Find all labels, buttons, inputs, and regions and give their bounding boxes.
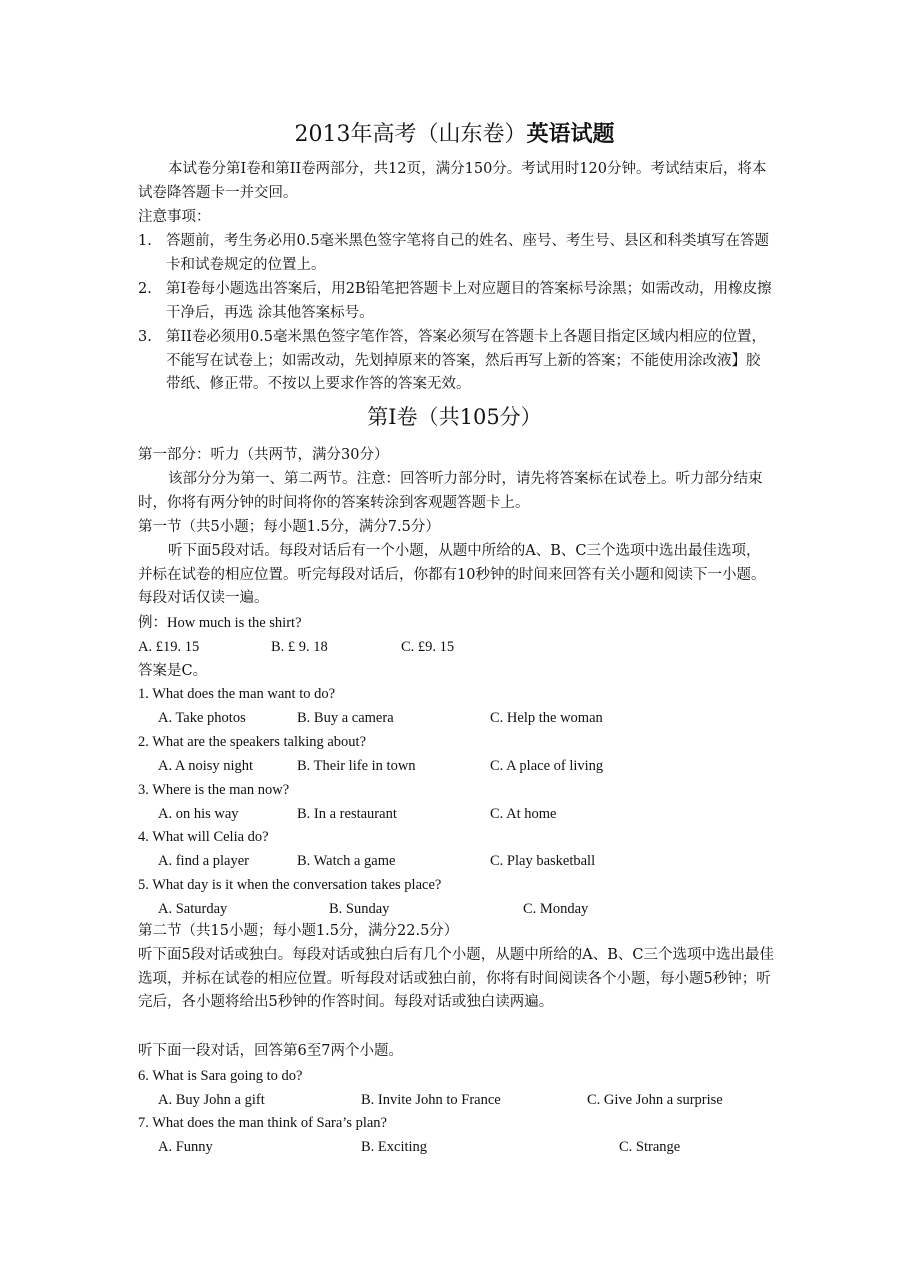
question-7-option-a: A. Funny: [158, 1139, 213, 1155]
section1-heading: 第一节（共5小题；每小题1.5分，满分7.5分）: [138, 519, 440, 535]
question-5: 5. What day is it when the conversation takes place?: [138, 877, 442, 893]
note-text: 答题前，考生务必用0.5毫米黑色签字笔将自己的姓名、座号、考生号、县区和科类填写在答题卡和试卷规定的位置上。: [166, 233, 770, 273]
question-6: 6. What is Sara going to do?: [138, 1068, 303, 1084]
question-2: 2. What are the speakers talking about?: [138, 734, 367, 750]
section2-subheading: 听下面一段对话，回答第6至7两个小题。: [138, 1043, 403, 1059]
note-item-2: [138, 278, 774, 325]
question-5-option-b: B. Sunday: [329, 901, 390, 917]
question-3-option-b: B. In a restaurant: [297, 806, 397, 822]
note-number: 2.: [138, 281, 152, 297]
note-text: 第II卷必须用0.5毫米黑色签字笔作答，答案必须写在答题卡上各题目指定区域内相应的位置，不能写在试卷上；如需改动，先划掉原来的答案，然后再写上新的答案；不能使用涂改液】胶带纸、修正带。不按以上要求作答的答案无效。: [166, 329, 767, 393]
example-question: 例：How much is the shirt?: [138, 615, 302, 631]
question-2-option-a: A. A noisy night: [158, 758, 254, 774]
question-6-option-a: A. Buy John a gift: [158, 1092, 265, 1108]
question-1-option-c: C. Help the woman: [490, 710, 603, 726]
question-3-option-c: C. At home: [490, 806, 557, 822]
question-5-option-a: A. Saturday: [158, 901, 228, 917]
note-item-3: [138, 326, 774, 397]
question-5-option-c: C. Monday: [523, 901, 589, 917]
title-bold: 英语试题: [526, 121, 615, 147]
example-answer: 答案是C。: [138, 663, 208, 679]
question-7-option-b: B. Exciting: [361, 1139, 428, 1155]
note-number: 3.: [138, 329, 152, 345]
part1-heading: 第一部分：听力（共两节，满分30分）: [138, 447, 389, 463]
question-4-option-a: A. find a player: [158, 853, 249, 869]
question-4-option-b: B. Watch a game: [297, 853, 396, 869]
section2-heading: 第二节（共15小题；每小题1.5分，满分22.5分）: [138, 923, 459, 939]
example-option-c: C. £9. 15: [401, 639, 455, 655]
question-7: 7. What does the man think of Sara’s plan?: [138, 1115, 387, 1131]
note-number: 1.: [138, 233, 152, 249]
question-1: 1. What does the man want to do?: [138, 686, 336, 702]
section2-description: 听下面5段对话或独白。每段对话或独白后有几个小题，从题中所给的A、B、C三个选项中选出最佳选项，并标在试卷的相应位置。听每段对话或独白前，你将有时间阅读各个小题，每小题5秒钟；听完后，各小题将给出5秒钟的作答时间。每段对话或独白读两遍。: [138, 947, 774, 1011]
example-option-b: B. £ 9. 18: [271, 639, 328, 655]
question-3: 3. Where is the man now?: [138, 782, 290, 798]
question-6-option-b: B. Invite John to France: [361, 1092, 501, 1108]
question-1-option-b: B. Buy a camera: [297, 710, 394, 726]
note-text: 第I卷每小题选出答案后，用2B铅笔把答题卡上对应题目的答案标号涂黑；如需改动，用橡皮擦干净后，再选 涂其他答案标号。: [166, 281, 772, 321]
title-plain: 2013年高考（山东卷）: [294, 122, 527, 147]
note-item-1: [138, 230, 774, 277]
question-2-option-c: C. A place of living: [490, 758, 604, 774]
question-6-option-c: C. Give John a surprise: [587, 1092, 723, 1108]
question-4-option-c: C. Play basketball: [490, 853, 596, 869]
page-title: [0, 118, 909, 151]
question-3-option-a: A. on his way: [158, 806, 239, 822]
question-1-option-a: A. Take photos: [158, 710, 246, 726]
notes-heading: 注意事项：: [138, 209, 211, 225]
example-option-a: A. £19. 15: [138, 639, 200, 655]
intro-paragraph: 本试卷分第I卷和第II卷两部分，共12页，满分150分。考试用时120分钟。考试结束后，将本试卷降答题卡一并交回。: [138, 161, 767, 201]
question-2-option-b: B. Their life in town: [297, 758, 416, 774]
section1-description: 听下面5段对话。每段对话后有一个小题，从题中所给的A、B、C三个选项中选出最佳选项，并标在试卷的相应位置。听完每段对话后，你都有10秒钟的时间来回答有关小题和阅读下一小题。每段对话仅读一遍。: [138, 543, 766, 607]
question-4: 4. What will Celia do?: [138, 829, 269, 845]
volume-title: 第I卷（共105分）: [367, 405, 542, 429]
part1-description: 该部分分为第一、第二两节。注意：回答听力部分时，请先将答案标在试卷上。听力部分结束时，你将有两分钟的时间将你的答案转涂到客观题答题卡上。: [138, 471, 763, 511]
question-7-option-c: C. Strange: [619, 1139, 681, 1155]
